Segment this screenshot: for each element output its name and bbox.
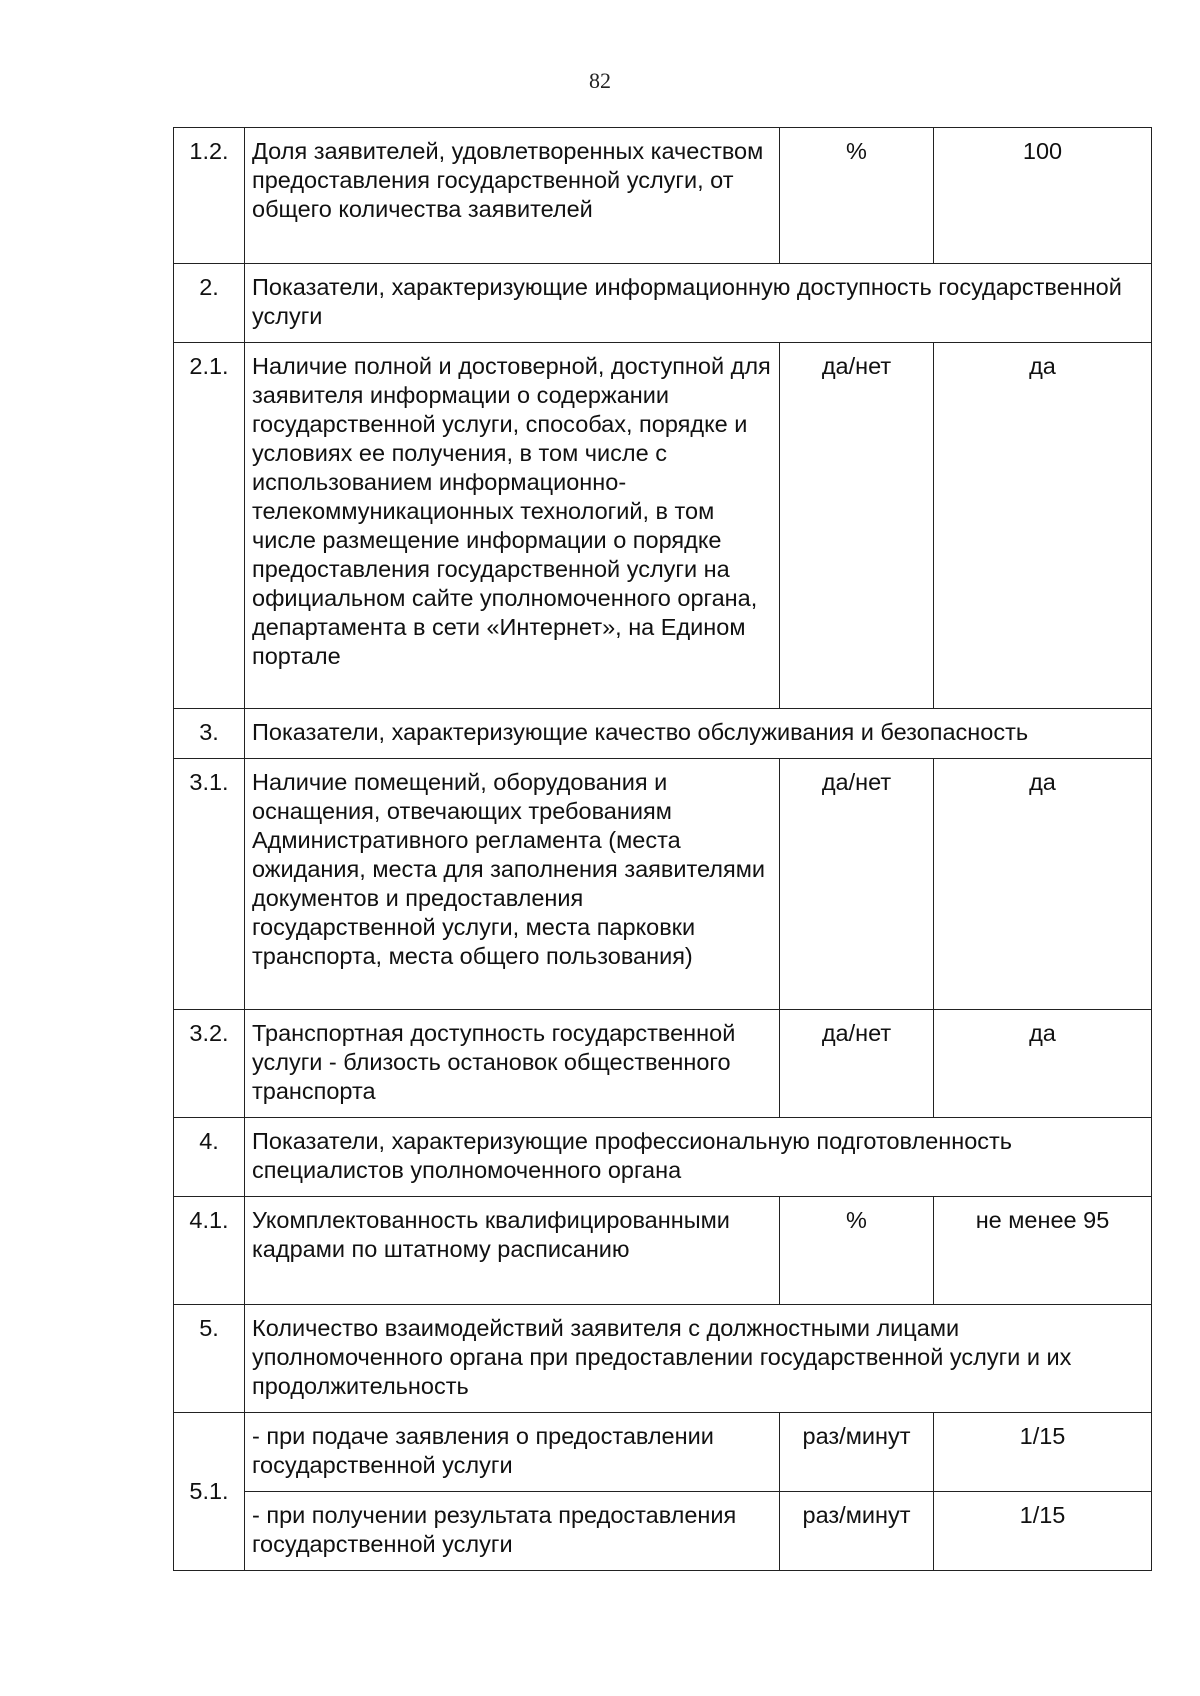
- row-value: 100: [934, 128, 1152, 264]
- row-description: Транспортная доступность государственной услуги - близость остановок общественного транспорта: [245, 1010, 780, 1118]
- row-unit: %: [780, 128, 934, 264]
- table-row: [174, 343, 1152, 709]
- section-number: 5.: [174, 1305, 245, 1413]
- row-description: Наличие помещений, оборудования и оснащения, отвечающих требованиям Административного регламента (места ожидания, места для заполнения заявителями документов и предоставления государственной услуги, места парковки транспорта, места общего пользования): [245, 759, 780, 1010]
- row-number: 3.1.: [174, 759, 245, 1010]
- row-description: - при получении результата предоставления государственной услуги: [245, 1492, 780, 1571]
- row-value: 1/15: [934, 1492, 1152, 1571]
- table-section-row: [174, 709, 1152, 759]
- table-row: [174, 1010, 1152, 1118]
- row-value: да: [934, 759, 1152, 1010]
- section-number: 3.: [174, 709, 245, 759]
- row-value: да: [934, 343, 1152, 709]
- table-row: [174, 1197, 1152, 1305]
- row-value: не менее 95: [934, 1197, 1152, 1305]
- row-number: 1.2.: [174, 128, 245, 264]
- table-section-row: [174, 264, 1152, 343]
- row-description: Наличие полной и достоверной, доступной для заявителя информации о содержании государственной услуги, способах, порядке и условиях ее получения, в том числе с использованием информационно-телекоммуникационных технологий, в том числе размещение информации о порядке предоставления государственной услуги на официальном сайте уполномоченного органа, департамента в сети «Интернет», на Едином портале: [245, 343, 780, 709]
- row-description: Доля заявителей, удовлетворенных качеством предоставления государственной услуги, от общего количества заявителей: [245, 128, 780, 264]
- table-row: [174, 1492, 1152, 1571]
- page-number: 82: [589, 68, 611, 93]
- row-value: 1/15: [934, 1413, 1152, 1492]
- table-row: [174, 1413, 1152, 1492]
- section-title: Показатели, характеризующие информационную доступность государственной услуги: [245, 264, 1152, 343]
- row-unit: да/нет: [780, 1010, 934, 1118]
- section-title: Количество взаимодействий заявителя с должностными лицами уполномоченного органа при предоставлении государственной услуги и их продолжительность: [245, 1305, 1152, 1413]
- section-title: Показатели, характеризующие качество обслуживания и безопасность: [245, 709, 1152, 759]
- row-number: 2.1.: [174, 343, 245, 709]
- row-value: да: [934, 1010, 1152, 1118]
- row-number: 3.2.: [174, 1010, 245, 1118]
- table-section-row: [174, 1118, 1152, 1197]
- row-unit: %: [780, 1197, 934, 1305]
- table-section-row: [174, 1305, 1152, 1413]
- row-description: Укомплектованность квалифицированными кадрами по штатному расписанию: [245, 1197, 780, 1305]
- section-number: 2.: [174, 264, 245, 343]
- section-number: 4.: [174, 1118, 245, 1197]
- row-unit: раз/минут: [780, 1413, 934, 1492]
- row-number: 5.1.: [174, 1413, 245, 1571]
- section-title: Показатели, характеризующие профессиональную подготовленность специалистов уполномоченного органа: [245, 1118, 1152, 1197]
- table-row: [174, 128, 1152, 264]
- row-unit: да/нет: [780, 759, 934, 1010]
- row-unit: да/нет: [780, 343, 934, 709]
- table-row: [174, 759, 1152, 1010]
- indicators-table: [173, 127, 1152, 1571]
- row-description: - при подаче заявления о предоставлении государственной услуги: [245, 1413, 780, 1492]
- row-number: 4.1.: [174, 1197, 245, 1305]
- row-unit: раз/минут: [780, 1492, 934, 1571]
